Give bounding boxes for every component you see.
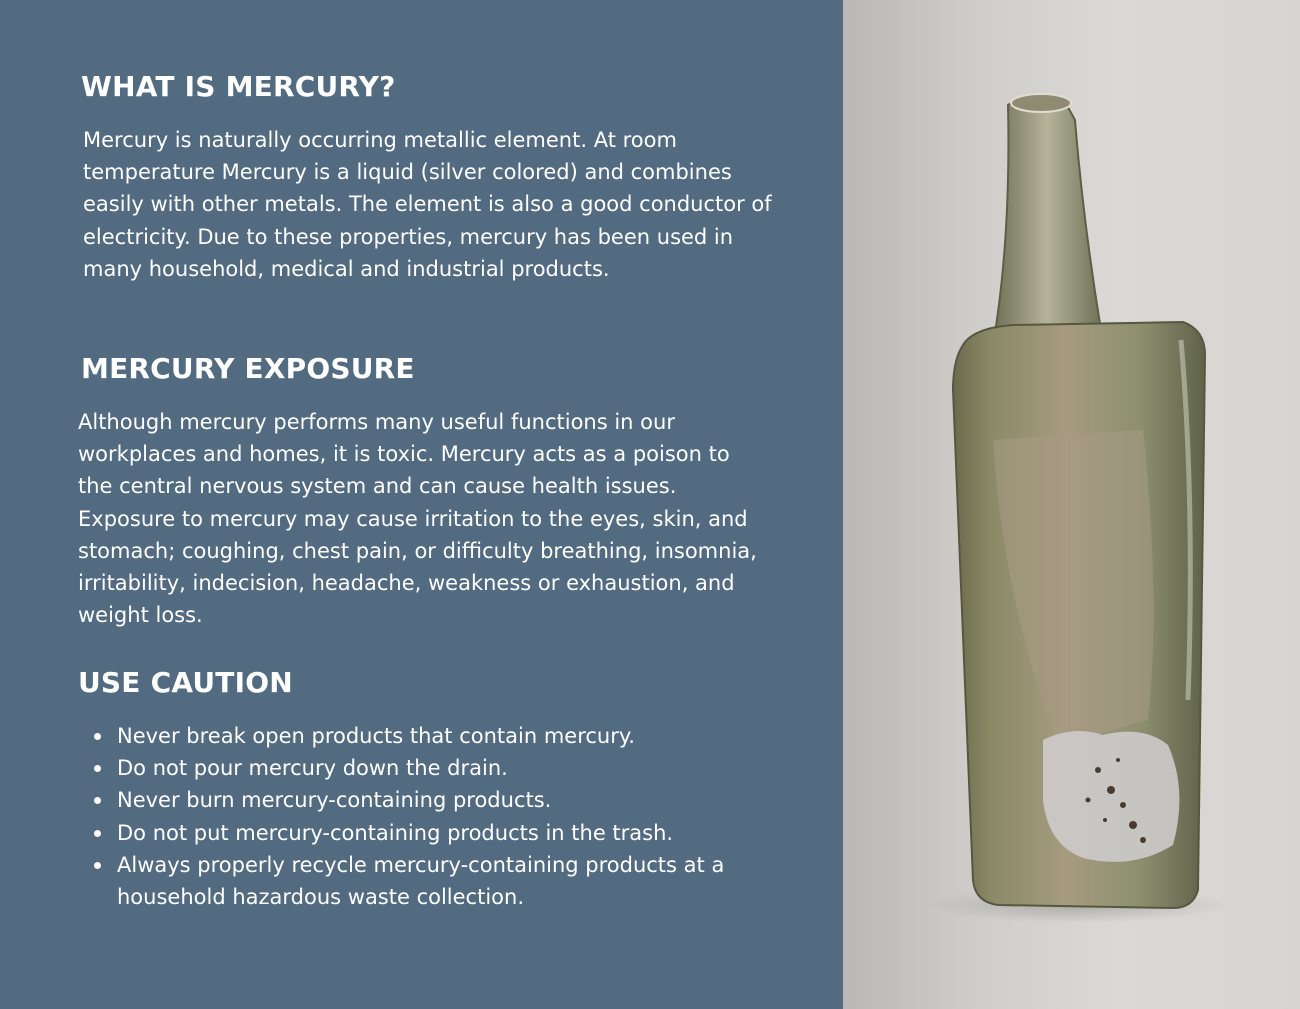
photo-panel	[843, 0, 1300, 1009]
list-item: Never break open products that contain mercury.	[78, 720, 778, 752]
bottle-residue	[1043, 731, 1179, 862]
list-item: Do not put mercury-containing products in the trash.	[78, 817, 778, 849]
list-item: Always properly recycle mercury-containing products at a household hazardous waste collection.	[78, 849, 778, 913]
heading-mercury-exposure: MERCURY EXPOSURE	[81, 352, 415, 385]
mercury-bottle-photo	[843, 0, 1300, 1009]
paragraph-mercury-exposure: Although mercury performs many useful functions in our workplaces and homes, it is toxic. Mercury acts as a poison to the central nervous system and can cause health issues. Exposure to mercury may cause irritation to the eyes, skin, and stomach; coughing, chest pain, or difficulty breathing, insomnia, irritability, indecision, headache, weakness or exhaustion, and weight loss.	[78, 410, 757, 628]
heading-what-is-mercury: WHAT IS MERCURY?	[81, 70, 396, 103]
list-item: Do not pour mercury down the drain.	[78, 752, 778, 784]
caution-list	[78, 720, 778, 913]
bottle-neck	[993, 96, 1101, 345]
list-item: Never burn mercury-containing products.	[78, 784, 778, 816]
paragraph-what-is-mercury: Mercury is naturally occurring metallic element. At room temperature Mercury is a liquid (silver colored) and combines easily with other metals. The element is also a good conductor of electricity. Due to these properties, mercury has been used in many household, medical and industrial products.	[83, 128, 772, 281]
bottle-mouth	[1011, 94, 1071, 112]
heading-use-caution: USE CAUTION	[78, 666, 293, 699]
